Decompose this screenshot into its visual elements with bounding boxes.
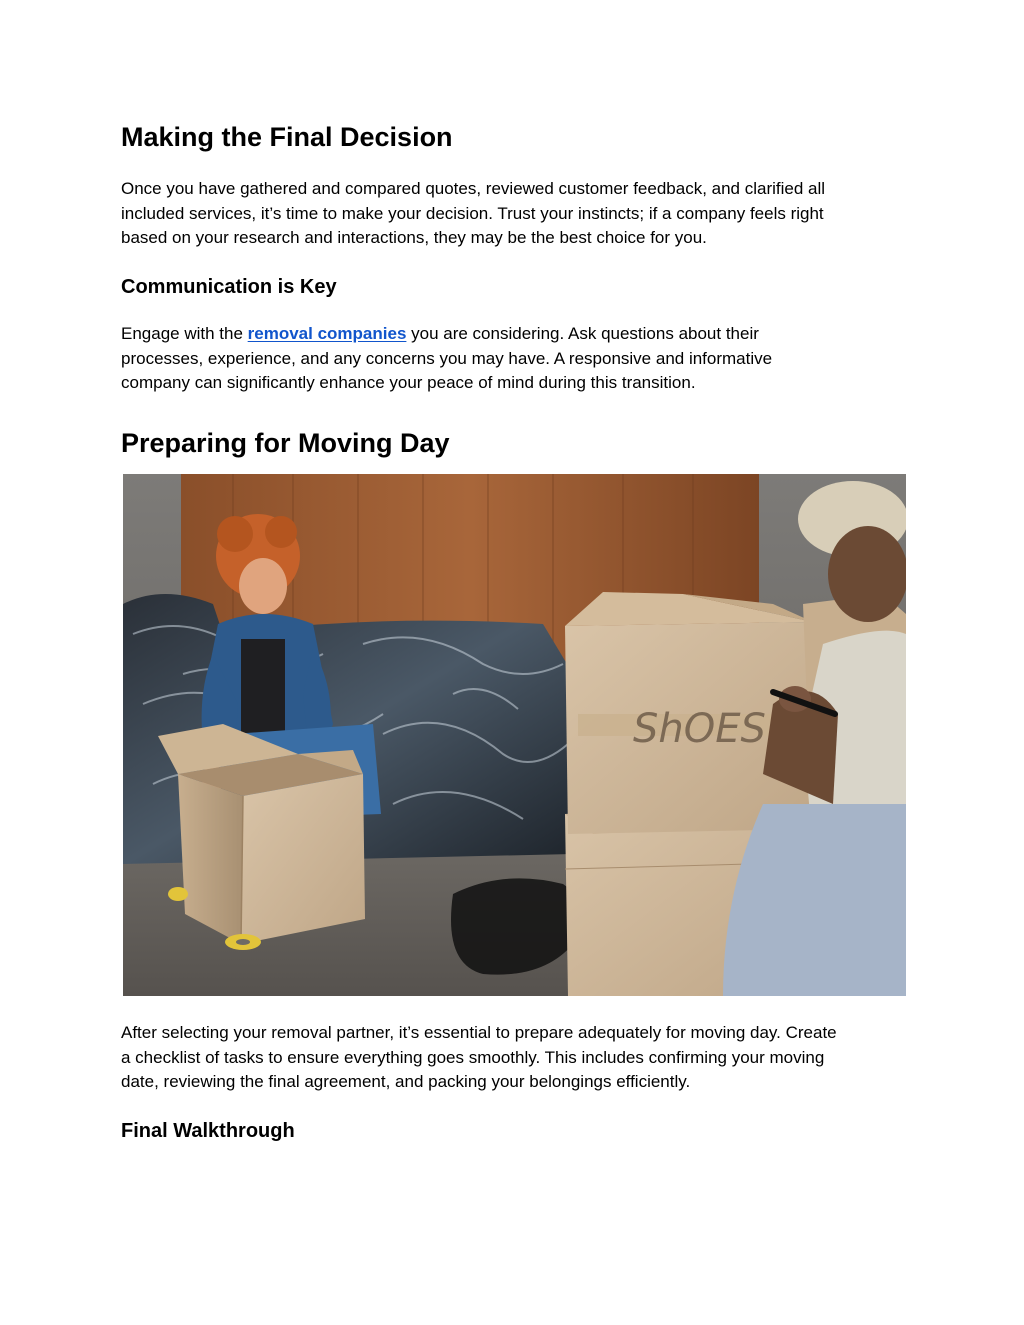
paragraph-line: included services, it’s time to make your decision. Trust your instincts; if a company feels right [121,203,824,223]
removal-companies-link[interactable]: removal companies [247,324,407,343]
text-before-link: Engage with the [121,324,248,343]
paragraph-line [121,322,911,347]
paragraph-communication [121,322,911,396]
paragraph-final-decision [121,177,911,251]
paragraph-line: date, reviewing the final agreement, and packing your belongings efficiently. [121,1072,691,1091]
paragraph-line: After selecting your removal partner, it’s essential to prepare adequately for moving day. Create [121,1023,837,1042]
paragraph-line: company can significantly enhance your peace of mind during this transition. [121,373,696,392]
heading-making-final-decision: Making the Final Decision [121,122,453,152]
paragraph-line: based on your research and interactions, they may be the best choice for you. [121,228,707,247]
heading-communication-is-key: Communication is Key [121,276,337,298]
heading-final-walkthrough: Final Walkthrough [121,1120,295,1142]
moving-photo [123,474,906,996]
text-after-link: you are considering. Ask questions about their [406,324,759,343]
paragraph-line: Once you have gathered and compared quotes, reviewed customer feedback, and clarified all [121,179,826,198]
paragraph-line: a checklist of tasks to ensure everything goes smoothly. This includes confirming your moving [121,1047,825,1067]
paragraph-line: processes, experience, and any concerns you may have. A responsive and informative [121,348,773,368]
box-label: ShOES [633,706,766,752]
heading-preparing-moving-day: Preparing for Moving Day [121,428,450,458]
paragraph-preparing [121,1021,911,1095]
